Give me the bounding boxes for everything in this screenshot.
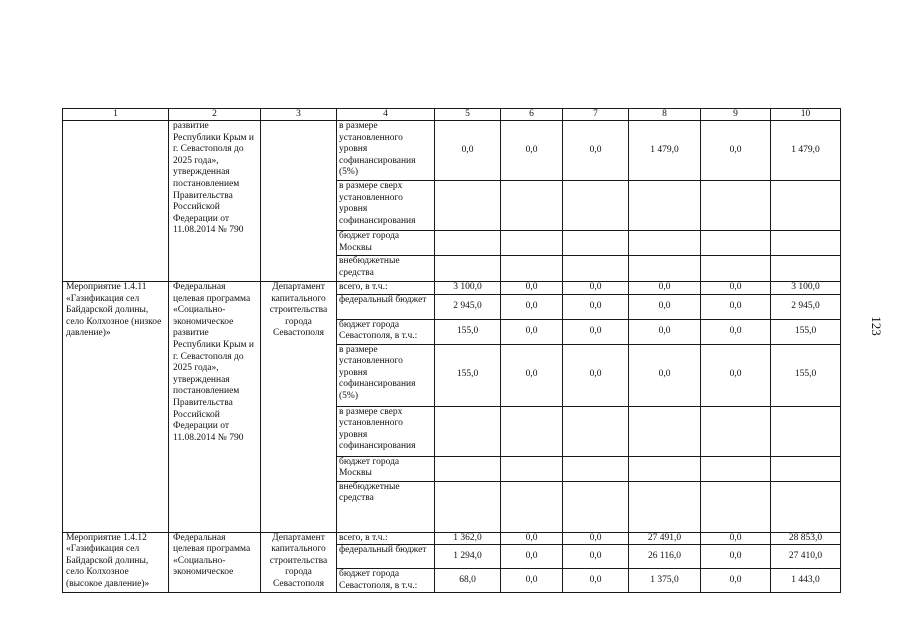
page-number: 123 — [869, 316, 884, 336]
source-cell: в размере установленного уровня софинансирования (5%) — [337, 121, 435, 181]
measure-cell — [63, 121, 169, 282]
value-cell: 0,0 — [563, 545, 629, 569]
column-header: 7 — [563, 109, 629, 121]
value-cell: 0,0 — [563, 344, 629, 406]
value-cell: 26 116,0 — [629, 545, 701, 569]
value-cell: 0,0 — [701, 569, 771, 593]
value-cell — [701, 456, 771, 481]
value-cell: 0,0 — [501, 282, 563, 295]
column-header: 5 — [435, 109, 501, 121]
value-cell: 1 375,0 — [629, 569, 701, 593]
value-cell: 3 100,0 — [435, 282, 501, 295]
budget-table — [62, 108, 841, 593]
value-cell — [771, 231, 841, 256]
source-cell: федеральный бюджет — [337, 294, 435, 319]
value-cell: 155,0 — [435, 344, 501, 406]
column-header: 6 — [501, 109, 563, 121]
value-cell: 1 479,0 — [771, 121, 841, 181]
value-cell: 0,0 — [563, 569, 629, 593]
value-cell: 28 853,0 — [771, 532, 841, 545]
source-cell: бюджет города Москвы — [337, 231, 435, 256]
source-cell: бюджет города Севастополя, в т.ч.: — [337, 319, 435, 344]
executor-cell — [261, 121, 337, 282]
source-cell: бюджет города Севастополя, в т.ч.: — [337, 569, 435, 593]
value-cell: 0,0 — [563, 294, 629, 319]
column-header: 8 — [629, 109, 701, 121]
value-cell — [701, 406, 771, 456]
value-cell — [629, 406, 701, 456]
value-cell — [629, 481, 701, 532]
value-cell: 0,0 — [501, 121, 563, 181]
source-cell: всего, в т.ч.: — [337, 532, 435, 545]
value-cell: 0,0 — [563, 282, 629, 295]
column-header: 1 — [63, 109, 169, 121]
column-header: 3 — [261, 109, 337, 121]
program-cell: Федеральная целевая программа «Социально-экономическое — [169, 532, 261, 593]
value-cell — [435, 231, 501, 256]
table-row — [63, 121, 841, 181]
source-cell: в размере установленного уровня софинансирования (5%) — [337, 344, 435, 406]
program-cell: развитие Республики Крым и г. Севастополя до 2025 года», утвержденная постановлением Правительства Российской Федерации от 11.08.2014 № 790 — [169, 121, 261, 282]
value-cell — [435, 256, 501, 282]
column-header: 9 — [701, 109, 771, 121]
value-cell: 0,0 — [701, 282, 771, 295]
value-cell: 1 294,0 — [435, 545, 501, 569]
value-cell: 2 945,0 — [771, 294, 841, 319]
value-cell: 0,0 — [701, 545, 771, 569]
value-cell: 0,0 — [501, 569, 563, 593]
table-row — [63, 282, 841, 295]
value-cell: 0,0 — [629, 294, 701, 319]
executor-cell: Департамент капитального строительства города Севастополя — [261, 532, 337, 593]
value-cell — [771, 181, 841, 231]
value-cell — [563, 256, 629, 282]
table-row — [63, 532, 841, 545]
value-cell — [771, 406, 841, 456]
value-cell: 0,0 — [701, 319, 771, 344]
value-cell — [501, 406, 563, 456]
value-cell: 2 945,0 — [435, 294, 501, 319]
value-cell: 0,0 — [629, 344, 701, 406]
value-cell: 1 443,0 — [771, 569, 841, 593]
measure-cell: Мероприятие 1.4.11 «Газификация сел Байдарской долины, село Колхозное (низкое давление)» — [63, 282, 169, 533]
value-cell: 155,0 — [771, 344, 841, 406]
value-cell — [435, 181, 501, 231]
value-cell — [435, 456, 501, 481]
value-cell: 0,0 — [501, 294, 563, 319]
value-cell: 1 479,0 — [629, 121, 701, 181]
value-cell: 27 491,0 — [629, 532, 701, 545]
source-cell: внебюджетные средства — [337, 481, 435, 532]
value-cell — [435, 406, 501, 456]
source-cell: федеральный бюджет — [337, 545, 435, 569]
value-cell: 0,0 — [629, 282, 701, 295]
value-cell: 155,0 — [435, 319, 501, 344]
value-cell: 0,0 — [701, 294, 771, 319]
source-cell: в размере сверх установленного уровня софинансирования — [337, 181, 435, 231]
value-cell: 1 362,0 — [435, 532, 501, 545]
value-cell: 0,0 — [629, 319, 701, 344]
value-cell: 0,0 — [435, 121, 501, 181]
value-cell — [501, 181, 563, 231]
value-cell: 3 100,0 — [771, 282, 841, 295]
source-cell: бюджет города Москвы — [337, 456, 435, 481]
value-cell — [701, 231, 771, 256]
value-cell: 155,0 — [771, 319, 841, 344]
source-cell: в размере сверх установленного уровня софинансирования — [337, 406, 435, 456]
value-cell — [629, 256, 701, 282]
value-cell — [563, 481, 629, 532]
value-cell — [771, 256, 841, 282]
value-cell: 0,0 — [563, 319, 629, 344]
value-cell — [771, 481, 841, 532]
source-cell: всего, в т.ч.: — [337, 282, 435, 295]
value-cell — [501, 456, 563, 481]
value-cell — [563, 456, 629, 481]
value-cell — [563, 406, 629, 456]
header-row — [63, 109, 841, 121]
value-cell: 0,0 — [501, 545, 563, 569]
program-cell: Федеральная целевая программа «Социально-экономическое развитие Республики Крым и г. Севастополя до 2025 года», утвержденная постановлением Правительства Российской Федерации от 11.08.2014 № 790 — [169, 282, 261, 533]
value-cell — [563, 231, 629, 256]
value-cell — [629, 456, 701, 481]
value-cell — [771, 456, 841, 481]
value-cell — [563, 181, 629, 231]
value-cell — [629, 181, 701, 231]
value-cell — [629, 231, 701, 256]
source-cell: внебюджетные средства — [337, 256, 435, 282]
column-header: 4 — [337, 109, 435, 121]
value-cell: 0,0 — [701, 344, 771, 406]
executor-cell: Департамент капитального строительства города Севастополя — [261, 282, 337, 533]
value-cell: 0,0 — [501, 319, 563, 344]
value-cell — [701, 481, 771, 532]
value-cell — [501, 256, 563, 282]
value-cell — [501, 231, 563, 256]
column-header: 2 — [169, 109, 261, 121]
value-cell — [435, 481, 501, 532]
value-cell: 0,0 — [563, 121, 629, 181]
column-header: 10 — [771, 109, 841, 121]
value-cell: 0,0 — [501, 344, 563, 406]
value-cell — [701, 181, 771, 231]
value-cell — [501, 481, 563, 532]
value-cell: 27 410,0 — [771, 545, 841, 569]
measure-cell: Мероприятие 1.4.12 «Газификация сел Байдарской долины, село Колхозное (высокое давление)» — [63, 532, 169, 593]
value-cell: 0,0 — [501, 532, 563, 545]
value-cell: 0,0 — [701, 121, 771, 181]
value-cell: 68,0 — [435, 569, 501, 593]
value-cell: 0,0 — [563, 532, 629, 545]
value-cell: 0,0 — [701, 532, 771, 545]
value-cell — [701, 256, 771, 282]
